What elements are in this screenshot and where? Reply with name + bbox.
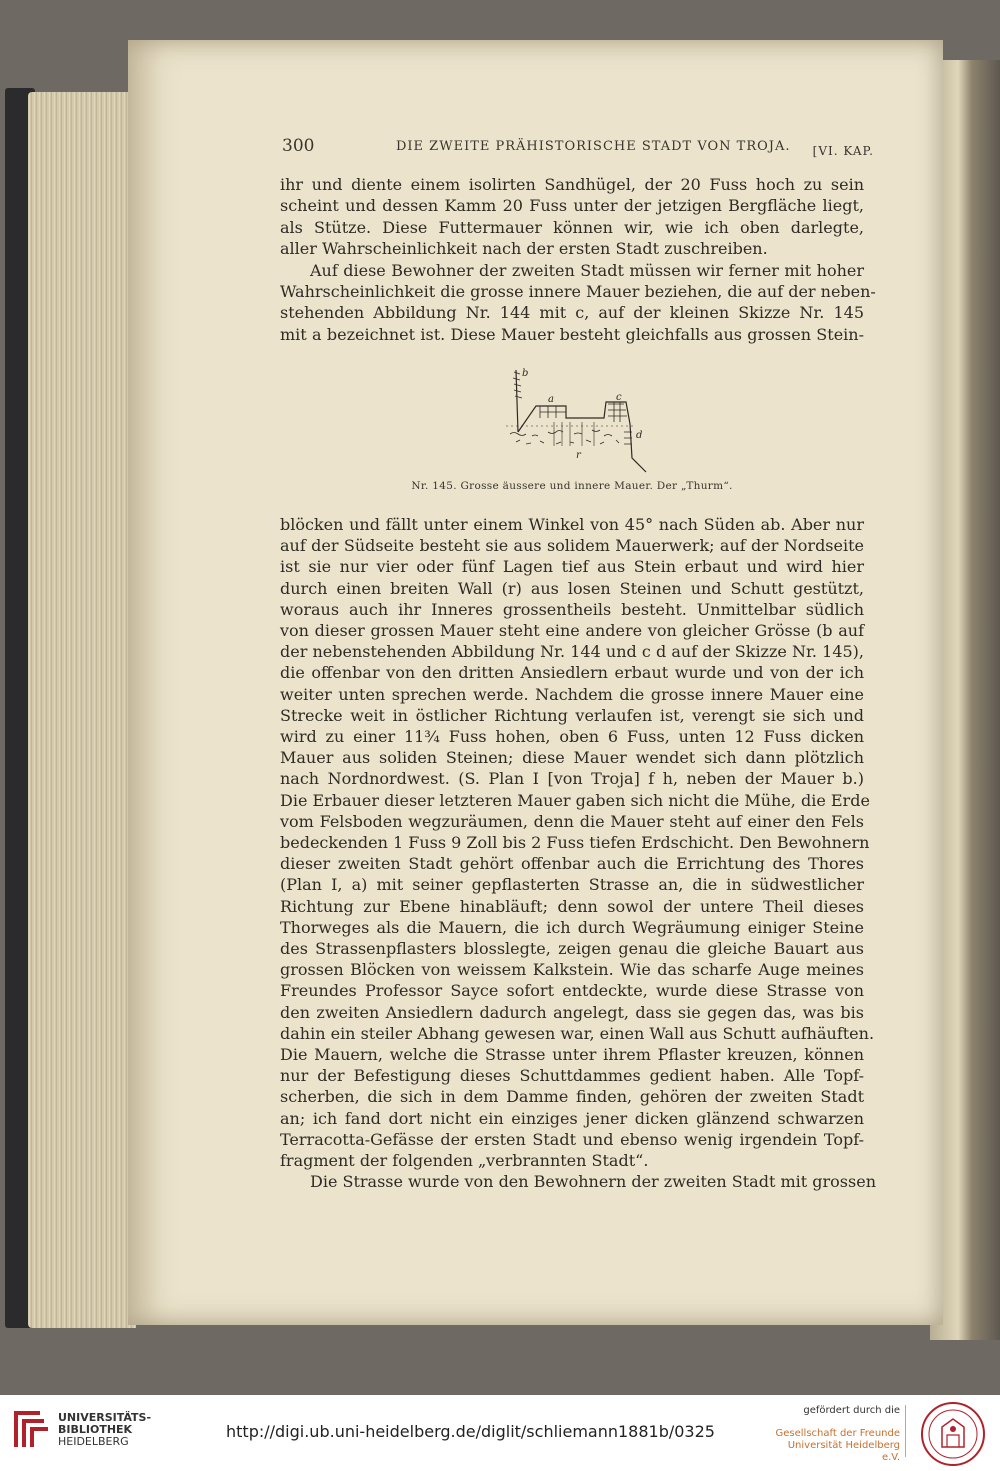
text-line: als Stütze. Diese Futtermauer können wir, wie ich oben darlegte,	[280, 217, 864, 237]
text-line: Die Mauern, welche die Strasse unter ihrem Pflaster kreuzen, können	[280, 1045, 864, 1065]
sponsor-org-line-2: Universität Heidelberg e.V.	[787, 1440, 900, 1463]
text-line: stehenden Abbildung Nr. 144 mit c, auf der kleinen Skizze Nr. 145	[280, 303, 864, 323]
label-b: b	[522, 368, 529, 379]
wall-sketch-figure	[496, 362, 656, 474]
text-line: ihr und diente einem isolirten Sandhügel, der 20 Fuss hoch zu sein	[280, 175, 864, 194]
text-line: Wahrscheinlichkeit die grosse innere Mauer beziehen, die auf der neben-	[280, 282, 876, 302]
text-line: nur der Befestigung dieses Schuttdammes gedient haben. Alle Topf-	[280, 1066, 864, 1086]
text-line: an; ich fand dort nicht ein einziges jener dicken glänzend schwarzen	[280, 1108, 864, 1128]
university-seal-icon	[920, 1401, 986, 1467]
text-line: woraus auch ihr Inneres grossentheils besteht. Unmittelbar südlich	[280, 599, 864, 619]
permalink-url[interactable]: http://digi.ub.uni-heidelberg.de/diglit/schliemann1881b/0325	[226, 1422, 715, 1441]
text-line: Thorweges als die Mauern, die ich durch Wegräumung einiger Steine	[280, 917, 864, 937]
university-library-name	[58, 1412, 151, 1448]
text-line: ist sie nur vier oder fünf Lagen tief aus Stein erbaut und wird hier	[280, 557, 864, 577]
text-line: grossen Blöcken von weissem Kalkstein. Wie das scharfe Auge meines	[280, 960, 864, 980]
text-line: den zweiten Ansiedlern dadurch angelegt, dass sie gegen das, was bis	[280, 1002, 864, 1022]
university-library-logo-icon	[10, 1407, 50, 1451]
text-line: Die Erbauer dieser letzteren Mauer gaben sich nicht die Mühe, die Erde	[280, 790, 870, 810]
text-line: des Strassenpflasters blosslegte, zeigen genau die gleiche Bauart aus	[280, 939, 864, 959]
label-a: a	[548, 394, 554, 405]
running-head	[282, 136, 874, 164]
viewer-footer	[0, 1395, 1000, 1471]
chapter-marker: [VI. KAP.	[812, 144, 874, 158]
text-line: Strecke weit in östlicher Richtung verlaufen ist, verengt sie sich und	[280, 705, 864, 725]
text-line: scherben, die sich in dem Damme finden, gehören der zweiten Stadt	[280, 1087, 864, 1107]
page-edges-left	[28, 92, 136, 1328]
text-line: von dieser grossen Mauer steht eine andere von gleicher Grösse (b auf	[280, 621, 864, 641]
library-line-3: HEIDELBERG	[58, 1435, 129, 1448]
label-d: d	[636, 430, 643, 441]
text-line: weiter unten sprechen werde. Nachdem die grosse innere Mauer eine	[280, 684, 864, 704]
text-line: dahin ein steiler Abhang gewesen war, einen Wall aus Schutt aufhäuften.	[280, 1023, 875, 1043]
text-line: bedeckenden 1 Fuss 9 Zoll bis 2 Fuss tiefen Erdschicht. Den Bewohnern	[280, 833, 870, 853]
text-line: Terracotta-Gefässe der ersten Stadt und ebenso wenig irgendein Topf-	[280, 1129, 864, 1149]
text-line: nach Nordnordwest. (S. Plan I [von Troja] f h, neben der Mauer b.)	[280, 769, 864, 789]
text-line: dieser zweiten Stadt gehört offenbar auch die Errichtung des Thores	[280, 854, 864, 874]
text-line: fragment der folgenden „verbrannten Stadt“.	[280, 1151, 649, 1171]
sponsor-org-line-1: Gesellschaft der Freunde	[775, 1428, 900, 1439]
library-line-1: UNIVERSITÄTS-	[58, 1411, 152, 1424]
text-line: (Plan I, a) mit seiner gepflasterten Strasse an, die in südwestlicher	[280, 875, 864, 895]
label-r: r	[576, 450, 581, 461]
text-line: Mauer aus soliden Steinen; diese Mauer wendet sich dann plötzlich	[280, 748, 864, 768]
paragraph-top	[280, 174, 876, 345]
text-line: mit a bezeichnet ist. Diese Mauer besteht gleichfalls aus grossen Stein-	[280, 324, 864, 344]
text-line: Richtung zur Ebene hinabläuft; denn sowol der untere Theil dieses	[280, 896, 864, 916]
figure-caption: Nr. 145. Grosse äussere und innere Mauer. Der „Thurm“.	[411, 480, 733, 492]
label-c: c	[616, 392, 622, 403]
paragraph-main	[280, 514, 876, 1193]
text-line: auf der Südseite besteht sie aus solidem Mauerwerk; auf der Nordseite	[280, 536, 864, 556]
text-line: Auf diese Bewohner der zweiten Stadt müssen wir ferner mit hoher	[310, 260, 864, 280]
sponsor-divider	[905, 1405, 906, 1457]
running-title: DIE ZWEITE PRÄHISTORISCHE STADT VON TROJA.	[396, 139, 791, 154]
page-number: 300	[282, 136, 315, 156]
sponsor-block	[770, 1405, 900, 1464]
library-line-2: BIBLIOTHEK	[58, 1423, 133, 1436]
text-line: vom Felsboden wegzuräumen, denn die Mauer steht auf einer den Fels	[280, 811, 864, 831]
text-line: durch einen breiten Wall (r) aus losen Steinen und Schutt gestützt,	[280, 578, 864, 598]
text-line: aller Wahrscheinlichkeit nach der ersten Stadt zuschreiben.	[280, 239, 768, 259]
text-line: der nebenstehenden Abbildung Nr. 144 und c d auf der Skizze Nr. 145),	[280, 642, 864, 662]
text-line: blöcken und fällt unter einem Winkel von 45° nach Süden ab. Aber nur	[280, 515, 864, 534]
sponsor-label: gefördert durch die	[803, 1405, 900, 1416]
text-line: Die Strasse wurde von den Bewohnern der zweiten Stadt mit grossen	[310, 1172, 876, 1192]
text-line: wird zu einer 11¾ Fuss hohen, oben 6 Fuss, unten 12 Fuss dicken	[280, 727, 864, 747]
text-line: Freundes Professor Sayce sofort entdeckte, wurde diese Strasse von	[280, 981, 864, 1001]
text-line: die offenbar von den dritten Ansiedlern erbaut wurde und von der ich	[280, 663, 864, 683]
text-line: scheint und dessen Kamm 20 Fuss unter der jetzigen Bergfläche liegt,	[280, 196, 864, 216]
